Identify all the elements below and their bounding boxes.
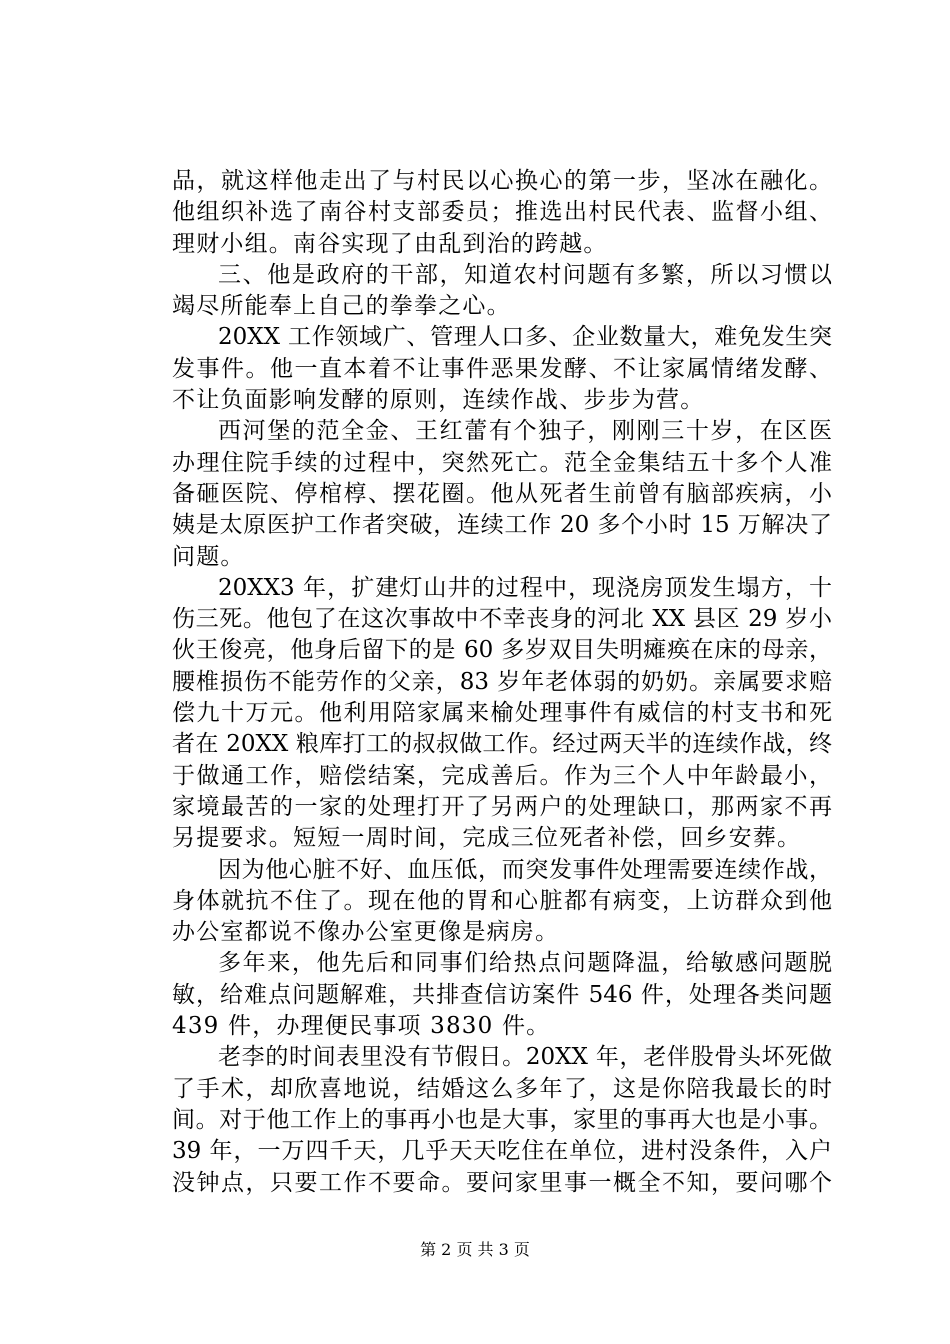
text-line: 没钟点，只要工作不要命。要问家里事一概全不知，要问哪个 xyxy=(172,1169,832,1196)
text-line: 问题。 xyxy=(172,543,245,570)
text-line: 姨是太原医护工作者突破，连续工作 20 多个小时 15 万解决了 xyxy=(172,512,832,539)
text-line: 品，就这样他走出了与村民以心换心的第一步，坚冰在融化。 xyxy=(172,168,832,194)
text-line: 理财小组。南谷实现了由乱到治的跨越。 xyxy=(172,230,608,257)
text-line: 他组织补选了南谷村支部委员；推选出村民代表、监督小组、 xyxy=(172,199,832,226)
text-line: 39 年，一万四千天，几乎天天吃住在单位，进村没条件，入户 xyxy=(172,1138,832,1165)
text-line: 另提要求。短短一周时间，完成三位死者补偿，回乡安葬。 xyxy=(172,825,802,852)
text-line: 三、他是政府的干部，知道农村问题有多繁，所以习惯以 xyxy=(218,261,832,288)
text-line: 敏，给难点问题解难，共排查信访案件 546 件，处理各类问题 xyxy=(172,981,832,1008)
text-line: 者在 20XX 粮库打工的叔叔做工作。经过两天半的连续作战，终 xyxy=(172,731,832,758)
text-line: 备砸医院、停棺椁、摆花圈。他从死者生前曾有脑部疾病，小 xyxy=(172,480,832,507)
text-line: 因为他心脏不好、血压低，而突发事件处理需要连续作战， xyxy=(218,856,832,883)
text-line: 老李的时间表里没有节假日。20XX 年，老伴股骨头坏死做 xyxy=(218,1044,832,1071)
text-line: 办理住院手续的过程中，突然死亡。范全金集结五十多个人准 xyxy=(172,449,832,476)
text-line: 伤三死。他包了在这次事故中不幸丧身的河北 XX 县区 29 岁小 xyxy=(172,606,832,633)
text-line: 间。对于他工作上的事再小也是大事，家里的事再大也是小事。 xyxy=(172,1106,832,1133)
text-line: 了手术，却欣喜地说，结婚这么多年了，这是你陪我最长的时 xyxy=(172,1075,832,1102)
text-line: 腰椎损伤不能劳作的父亲，83 岁年老体弱的奶奶。亲属要求赔 xyxy=(172,668,832,695)
text-line: 办公室都说不像办公室更像是病房。 xyxy=(172,919,560,946)
page-footer: 第 2 页 共 3 页 xyxy=(420,1240,530,1259)
text-line: 20XX 工作领域广、管理人口多、企业数量大，难免发生突 xyxy=(218,324,832,351)
text-line: 不让负面影响发酵的原则，连续作战、步步为营。 xyxy=(172,387,705,414)
text-line: 于做通工作，赔偿结案，完成善后。作为三个人中年龄最小， xyxy=(172,762,832,789)
text-line: 竭尽所能奉上自己的拳拳之心。 xyxy=(172,293,511,320)
text-line: 439 件，办理便民事项 3830 件。 xyxy=(172,1013,551,1040)
text-line: 发事件。他一直本着不让事件恶果发酵、不让家属情绪发酵、 xyxy=(172,355,832,382)
text-line: 多年来，他先后和同事们给热点问题降温，给敏感问题脱 xyxy=(218,950,832,977)
text-line: 偿九十万元。他利用陪家属来榆处理事件有威信的村支书和死 xyxy=(172,700,832,727)
body-text xyxy=(172,166,832,1199)
text-line: 家境最苦的一家的处理打开了另两户的处理缺口，那两家不再 xyxy=(172,793,832,820)
text-line: 身体就抗不住了。现在他的胃和心脏都有病变，上访群众到他 xyxy=(172,887,832,914)
text-line: 伙王俊亮，他身后留下的是 60 多岁双目失明瘫痪在床的母亲， xyxy=(172,637,832,664)
text-line: 西河堡的范全金、王红蕾有个独子，刚刚三十岁，在区医 xyxy=(218,418,832,445)
text-line: 20XX3 年，扩建灯山井的过程中，现浇房顶发生塌方，十 xyxy=(218,574,832,601)
